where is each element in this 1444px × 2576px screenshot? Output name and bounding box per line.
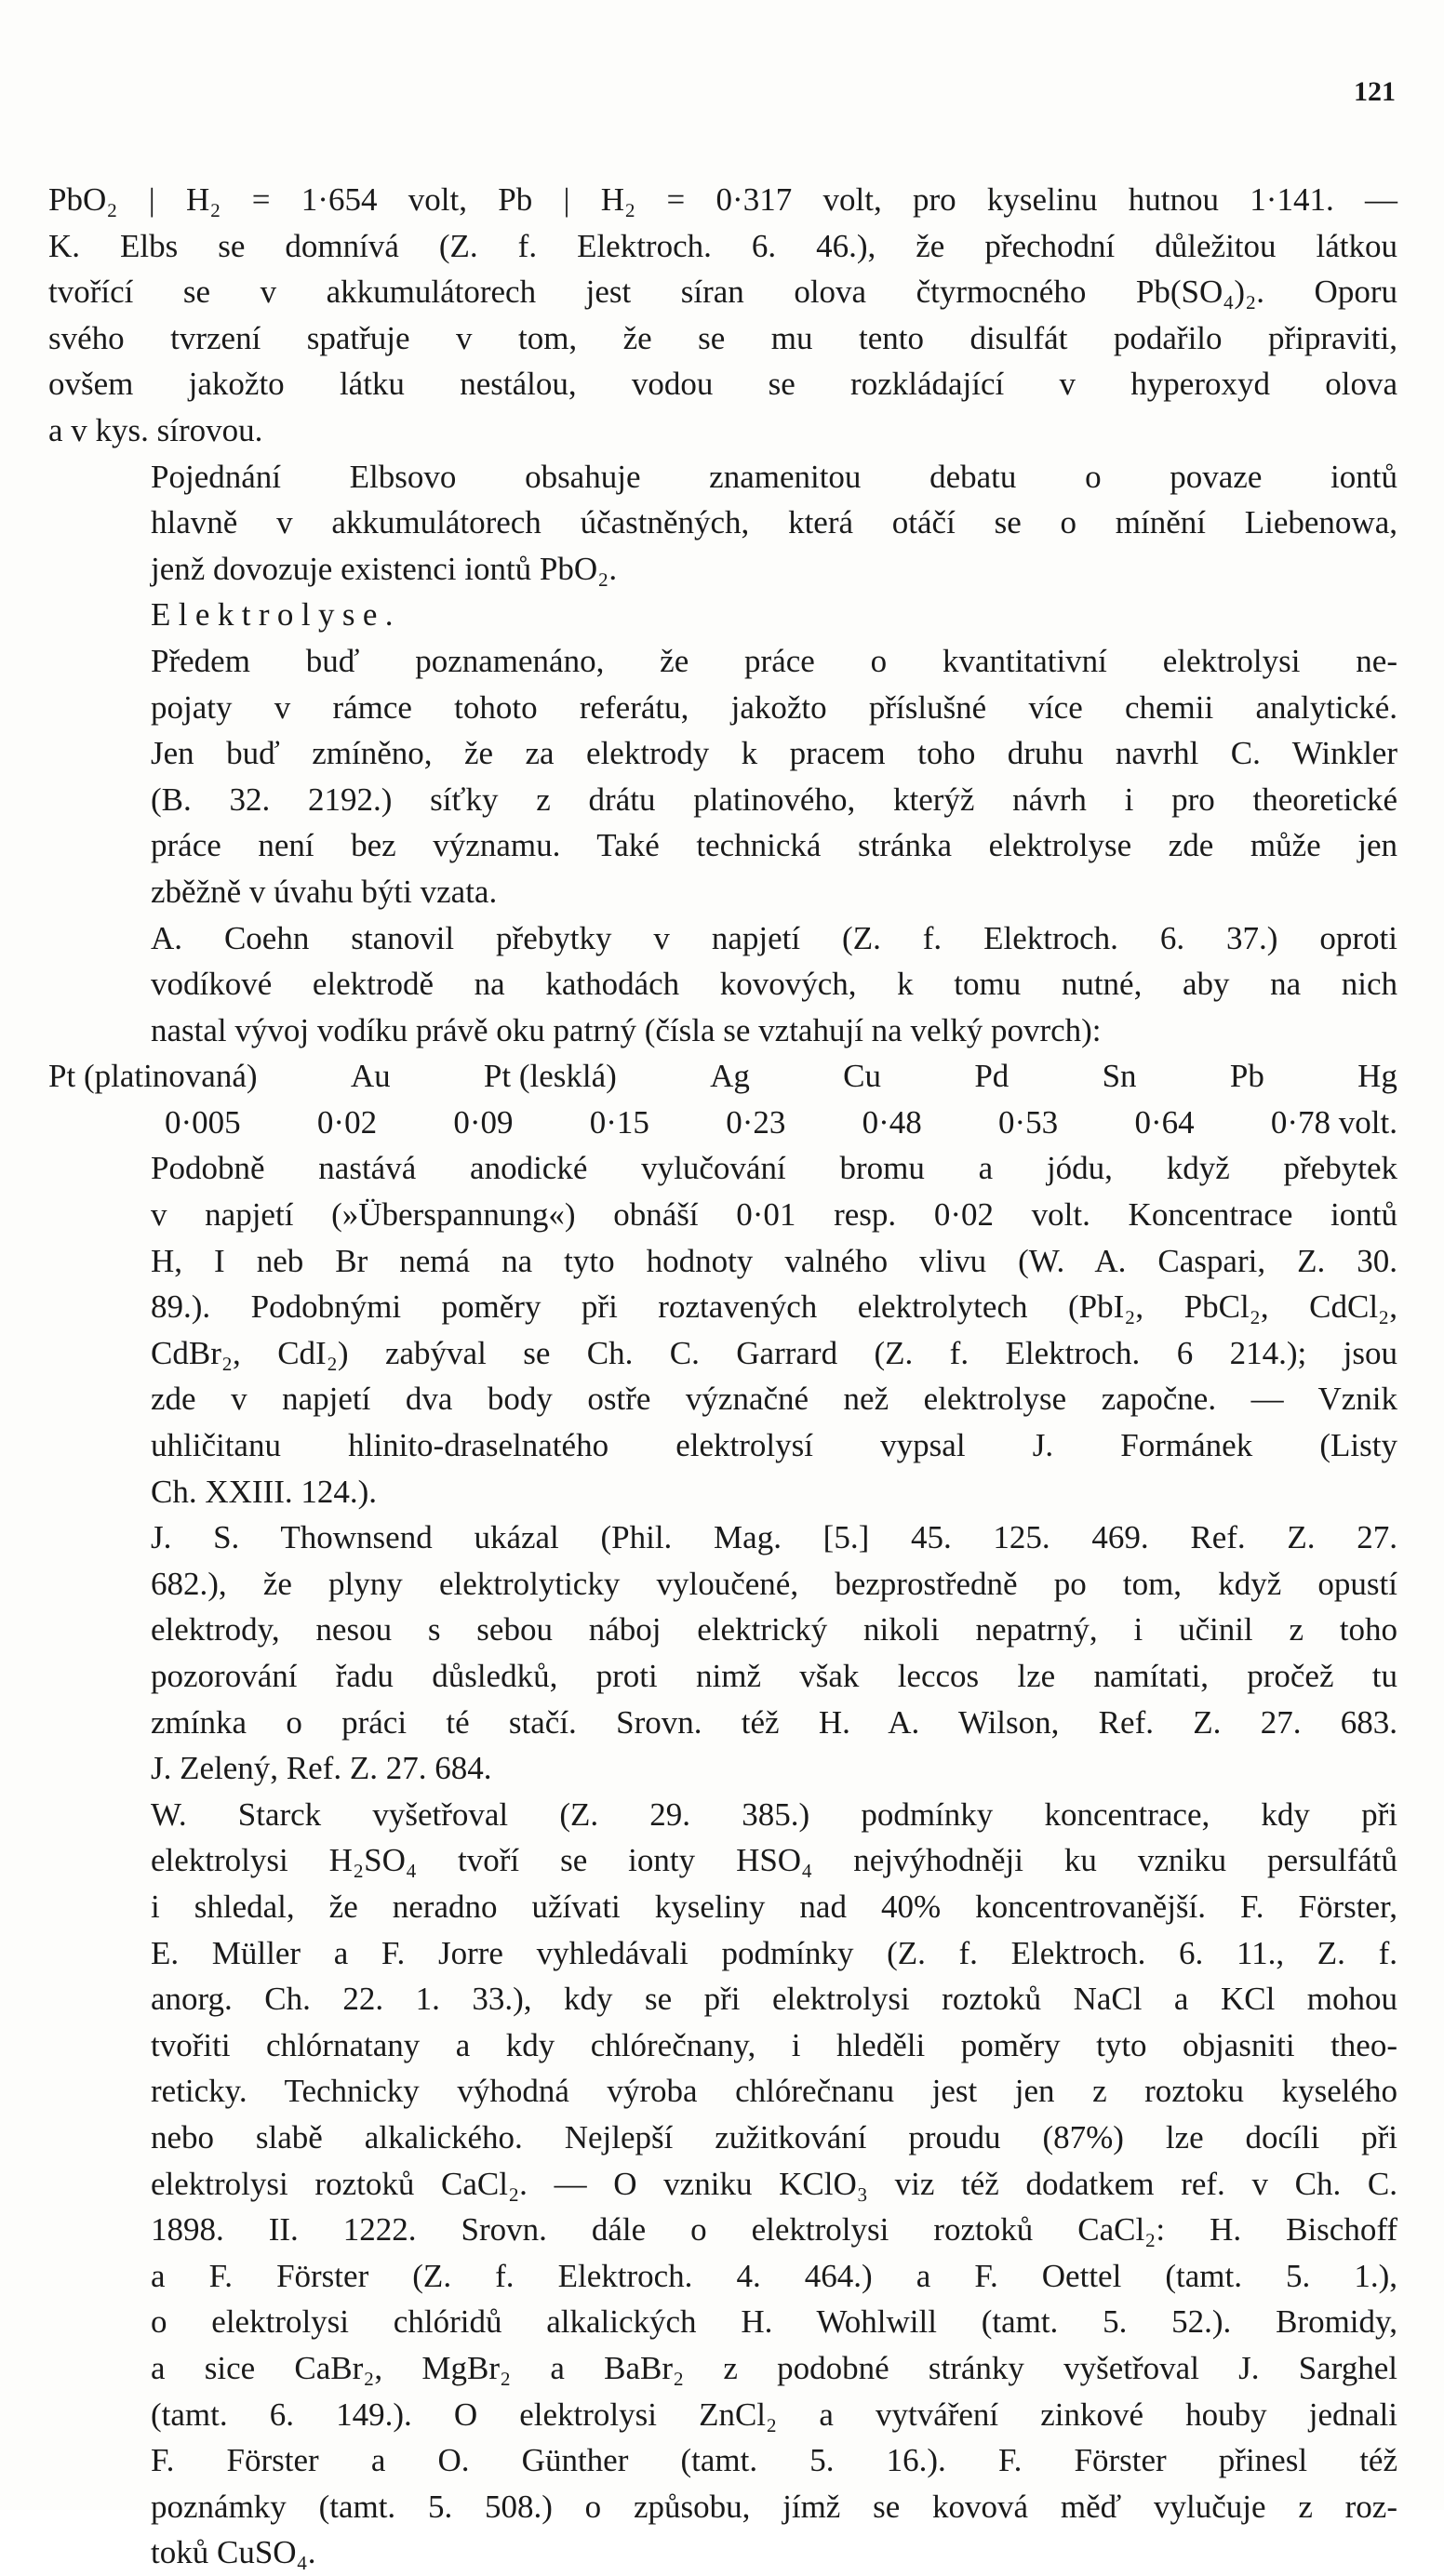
text-line: tvořiti chlórnatany a kdy chlórečnany, i hleděli poměry tyto objasniti theo- xyxy=(151,2026,1397,2063)
text-line: A. Coehn stanovil přebytky v napjetí (Z. f. Elektroch. 6. 37.) oproti xyxy=(151,919,1397,956)
heading-text: Elektrolyse. xyxy=(151,596,401,634)
text-line: F. Förster a O. Günther (tamt. 5. 16.). F. Förster přinesl též xyxy=(151,2442,1397,2479)
text-line: elektrody, nesou s sebou náboj elektrický nikoli nepatrný, i učinil z toho xyxy=(151,1611,1397,1648)
text-line: W. Starck vyšetřoval (Z. 29. 385.) podmínky koncentrace, kdy při xyxy=(151,1795,1397,1833)
text-line: H, I neb Br nemá na tyto hodnoty valného vlivu (W. A. Caspari, Z. 30. xyxy=(151,1242,1397,1279)
section-heading-elektrolyse xyxy=(48,592,1397,638)
table-metal-cell: Pd xyxy=(974,1058,1009,1095)
table-value-cell: 0·78 volt. xyxy=(1270,1103,1397,1141)
paragraph-pbo2 xyxy=(48,177,1397,454)
table-metal-cell: Cu xyxy=(843,1058,882,1095)
text-line: nastal vývoj vodíku právě oku patrný (čísla se vztahují na velký povrch): xyxy=(151,1011,1102,1048)
paragraph-elbs xyxy=(48,454,1397,593)
overvoltage-table xyxy=(48,1053,1397,1145)
paragraph-intro xyxy=(48,638,1397,915)
text-line: 682.), že plyny elektrolyticky vyloučené, bezprostředně po tom, když opustí xyxy=(151,1565,1397,1602)
text-line: i shledal, že neradno užívati kyseliny nad 40% koncentrovanější. F. Förster, xyxy=(151,1888,1397,1925)
text-line: pojaty v rámce tohoto referátu, jakožto příslušné více chemii analytické. xyxy=(151,688,1397,726)
table-value-cell: 0·02 xyxy=(316,1103,378,1141)
table-metal-cell: Ag xyxy=(710,1058,750,1095)
text-line: toků CuSO₄. xyxy=(151,2534,316,2571)
text-line: 1898. II. 1222. Srovn. dále o elektrolysi roztoků CaCl₂: H. Bischoff xyxy=(151,2211,1397,2249)
text-line: hlavně v akkumulátorech účastněných, která otáčí se o mínění Liebenowa, xyxy=(151,504,1397,541)
table-metal-cell: Pb xyxy=(1229,1058,1264,1095)
table-value-cell: 0·005 xyxy=(165,1103,241,1141)
table-metal-cell: Sn xyxy=(1102,1058,1137,1095)
paragraph-starck xyxy=(48,1792,1397,2576)
text-line: jenž dovozuje existenci iontů PbO₂. xyxy=(151,550,618,587)
table-value-cell: 0·23 xyxy=(726,1103,786,1141)
text-line: ovšem jakožto látku nestálou, vodou se rozkládající v hyperoxyd olova xyxy=(48,366,1397,403)
text-line: K. Elbs se domnívá (Z. f. Elektroch. 6. 46.), že přechodní důležitou látkou xyxy=(48,227,1397,264)
text-line: PbO₂ | H₂ = 1·654 volt, Pb | H₂ = 0·317 volt, pro kyselinu hutnou 1·141. — xyxy=(48,181,1397,218)
text-line: a F. Förster (Z. f. Elektroch. 4. 464.) a F. Oettel (tamt. 5. 1.), xyxy=(151,2257,1397,2294)
text-line: reticky. Technicky výhodná výroba chlórečnanu jest jen z roztoku kyselého xyxy=(151,2073,1397,2110)
text-line: o elektrolysi chlóridů alkalických H. Wohlwill (tamt. 5. 52.). Bromidy, xyxy=(151,2303,1397,2341)
paragraph-bromine xyxy=(48,1145,1397,1515)
text-line: Jen buď zmíněno, že za elektrody k pracem toho druhu navrhl C. Winkler xyxy=(151,735,1397,772)
text-line: Ch. XXIII. 124.). xyxy=(151,1473,378,1510)
text-line: J. S. Thownsend ukázal (Phil. Mag. [5.] 45. 125. 469. Ref. Z. 27. xyxy=(151,1519,1397,1556)
paragraph-townsend xyxy=(48,1515,1397,1792)
text-line: svého tvrzení spatřuje v tom, že se mu tento disulfát podařilo připraviti, xyxy=(48,319,1397,356)
text-line: pozorování řadu důsledků, proti nimž však leccos lze namítati, pročež tu xyxy=(151,1658,1397,1694)
text-line: zmínka o práci té stačí. Srovn. též H. A. Wilson, Ref. Z. 27. 683. xyxy=(151,1703,1397,1741)
table-row-metals xyxy=(48,1053,1397,1100)
table-value-cell: 0·53 xyxy=(998,1103,1059,1141)
text-line: (B. 32. 2192.) síťky z drátu platinového, kterýž návrh i pro theoretické xyxy=(151,781,1397,818)
text-line: zde v napjetí dva body ostře význačné než elektrolyse započne. — Vznik xyxy=(151,1381,1397,1418)
page-number: 121 xyxy=(1354,76,1396,107)
text-line: vodíkové elektrodě na kathodách kovových, k tomu nutné, aby na nich xyxy=(151,966,1397,1003)
text-line: anorg. Ch. 22. 1. 33.), kdy se při elektrolysi roztoků NaCl a KCl mohou xyxy=(151,1981,1397,2018)
body-text xyxy=(48,177,1397,2576)
text-line: Podobně nastává anodické vylučování bromu a jódu, když přebytek xyxy=(151,1150,1397,1187)
text-line: E. Müller a F. Jorre vyhledávali podmínky (Z. f. Elektroch. 6. 11., Z. f. xyxy=(151,1934,1397,1971)
text-line: elektrolysi roztoků CaCl₂. — O vzniku KClO₃ viz též dodatkem ref. v Ch. C. xyxy=(151,2165,1397,2202)
text-line: elektrolysi H₂SO₄ tvoří se ionty HSO₄ nejvýhodněji ku vzniku persulfátů xyxy=(151,1842,1397,1879)
text-line: a sice CaBr₂, MgBr₂ a BaBr₂ z podobné stránky vyšetřoval J. Sarghel xyxy=(151,2349,1397,2386)
text-line: nebo slabě alkalického. Nejlepší zužitkování proudu (87%) lze docíli při xyxy=(151,2118,1397,2156)
table-metal-cell: Pt (platinovaná) xyxy=(48,1058,258,1095)
table-value-cell: 0·48 xyxy=(862,1103,922,1141)
text-line: v napjetí (»Überspannung«) obnáší 0·01 resp. 0·02 volt. Koncentrace iontů xyxy=(151,1196,1397,1234)
text-line: J. Zelený, Ref. Z. 27. 684. xyxy=(151,1750,492,1787)
table-value-cell: 0·09 xyxy=(453,1103,514,1141)
text-line: 89.). Podobnými poměry při roztavených elektrolytech (PbI₂, PbCl₂, CdCl₂, xyxy=(151,1288,1397,1326)
text-line: zběžně v úvahu býti vzata. xyxy=(151,873,498,910)
text-line: uhličitanu hlinito-draselnatého elektrolysí vypsal J. Formánek (Listy xyxy=(151,1427,1397,1464)
text-line: práce není bez významu. Také technická stránka elektrolyse zde může jen xyxy=(151,827,1397,864)
text-line: CdBr₂, CdI₂) zabýval se Ch. C. Garrard (Z. f. Elektroch. 6 214.); jsou xyxy=(151,1334,1397,1371)
text-line: a v kys. sírovou. xyxy=(48,411,263,448)
table-metal-cell: Hg xyxy=(1357,1058,1397,1095)
text-line: (tamt. 6. 149.). O elektrolysi ZnCl₂ a vytváření zinkové houby jednali xyxy=(151,2396,1397,2433)
text-line: poznámky (tamt. 5. 508.) o způsobu, jímž se kovová měď vylučuje z roz- xyxy=(151,2488,1397,2525)
text-line: Předem buď poznamenáno, že práce o kvantitativní elektrolysi ne- xyxy=(151,642,1397,679)
table-row-values xyxy=(48,1100,1397,1146)
paragraph-coehn xyxy=(48,915,1397,1054)
table-value-cell: 0·15 xyxy=(589,1103,649,1141)
table-metal-cell: Au xyxy=(350,1058,391,1095)
table-metal-cell: Pt (lesklá) xyxy=(483,1058,617,1095)
table-value-cell: 0·64 xyxy=(1134,1103,1195,1141)
text-line: Pojednání Elbsovo obsahuje znamenitou debatu o povaze iontů xyxy=(151,458,1397,495)
text-line: tvořící se v akkumulátorech jest síran olova čtyrmocného Pb(SO₄)₂. Oporu xyxy=(48,274,1397,311)
